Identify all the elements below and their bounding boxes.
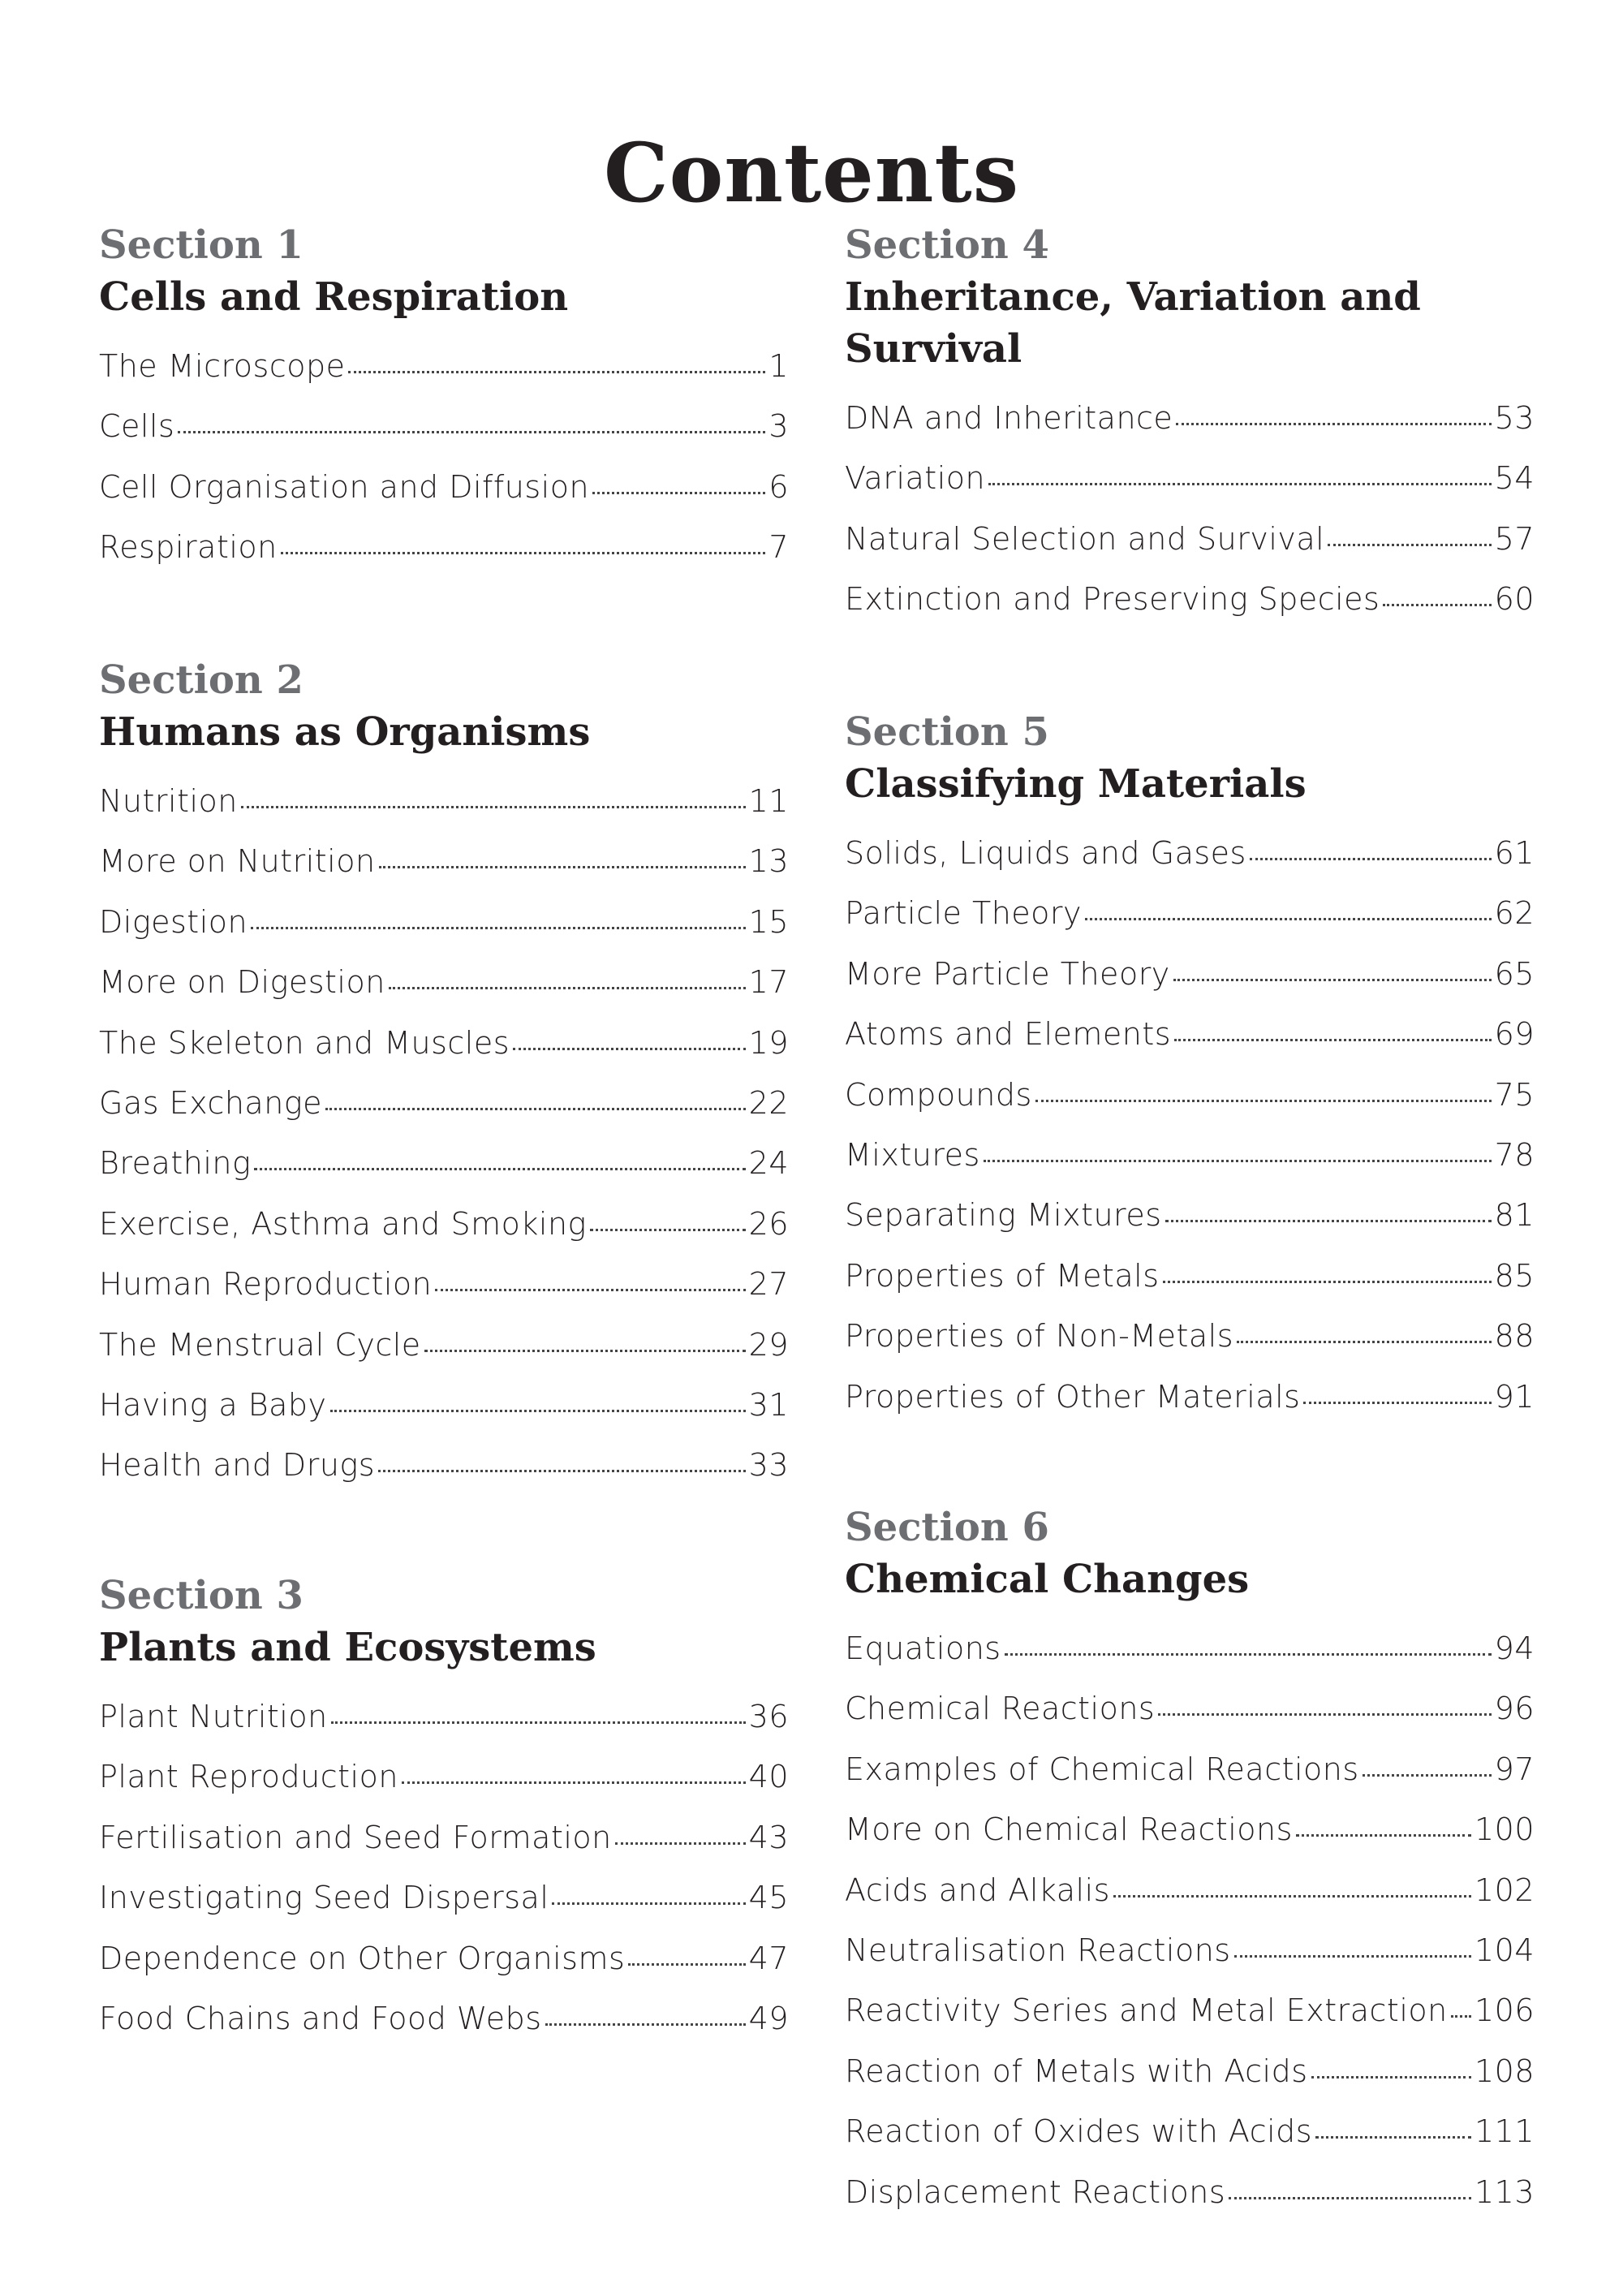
section-2 [99,654,789,1496]
dot-leader [1165,1218,1492,1222]
entry-page-number: 104 [1474,1932,1535,1968]
entry-list [845,823,1535,1427]
dot-leader [592,490,765,494]
entry-page-number: 60 [1494,581,1535,618]
section-6 [845,1501,1535,2222]
entry-title: Acids and Alkalis [845,1872,1110,1908]
entry-title: Exercise, Asthma and Smoking [99,1205,587,1242]
entry-page-number: 24 [748,1145,789,1182]
entry-page-number: 22 [748,1084,789,1121]
toc-entry[interactable] [845,1125,1535,1185]
entry-list [99,336,789,578]
toc-entry[interactable] [845,569,1535,629]
entry-title: Extinction and Preserving Species [845,581,1380,618]
entry-title: Reaction of Metals with Acids [845,2053,1308,2089]
entry-page-number: 40 [748,1759,789,1795]
toc-entry[interactable] [99,1807,789,1867]
entry-title: Respiration [99,529,278,566]
page-title: Contents [603,125,1019,221]
entry-title: Neutralisation Reactions [845,1932,1231,1968]
entry-page-number: 53 [1494,400,1535,436]
dot-leader [1328,542,1491,546]
toc-entry[interactable] [99,1194,789,1254]
toc-entry[interactable] [99,396,789,456]
dot-leader [1085,916,1492,920]
toc-entry[interactable] [845,509,1535,569]
entry-page-number: 31 [748,1386,789,1423]
toc-entry[interactable] [99,771,789,831]
entry-title: Investigating Seed Dispersal [99,1880,549,1916]
toc-entry[interactable] [845,1799,1535,1859]
entry-list [845,1618,1535,2222]
dot-leader [1296,1833,1471,1837]
toc-entry[interactable] [845,388,1535,448]
entry-title: Dependence on Other Organisms [99,1940,626,1976]
entry-title: Having a Baby [99,1386,327,1423]
toc-entry[interactable] [845,1185,1535,1245]
section-label: Section 5 [845,709,1049,755]
toc-entry[interactable] [845,823,1535,883]
entry-page-number: 96 [1494,1691,1535,1727]
dot-leader [330,1408,746,1412]
section-label: Section 6 [845,1505,1049,1550]
dot-leader [378,1468,746,1472]
entry-title: Properties of Metals [845,1257,1160,1294]
toc-entry[interactable] [99,336,789,396]
toc-entry[interactable] [845,1920,1535,1980]
toc-entry[interactable] [99,1988,789,2048]
entry-page-number: 19 [748,1024,789,1061]
section-label: Section 3 [99,1573,304,1618]
entry-page-number: 49 [748,2000,789,2036]
entry-title: Chemical Reactions [845,1691,1156,1727]
entry-page-number: 111 [1474,2113,1535,2150]
dot-leader [1035,1098,1492,1102]
entry-title: Cells [99,408,175,445]
section-4 [845,219,1535,630]
toc-entry[interactable] [845,1306,1535,1366]
entry-title: Mixtures [845,1136,980,1173]
entry-title: Examples of Chemical Reactions [845,1751,1359,1787]
entry-page-number: 27 [748,1266,789,1303]
dot-leader [254,1166,745,1170]
entry-page-number: 94 [1494,1630,1535,1666]
entry-page-number: 36 [748,1699,789,1734]
entry-title: Natural Selection and Survival [845,520,1325,557]
entry-title: Atoms and Elements [845,1016,1172,1053]
toc-entry[interactable] [99,892,789,952]
entry-list [845,388,1535,630]
section-title: Cells and Respiration [99,274,569,320]
entry-title: Particle Theory [845,895,1083,932]
entry-title: Nutrition [99,783,238,819]
toc-entry[interactable] [99,457,789,517]
entry-page-number: 102 [1474,1872,1535,1908]
entry-title: Plant Reproduction [99,1759,398,1795]
toc-entry[interactable] [99,1073,789,1133]
entry-title: Properties of Non-Metals [845,1318,1234,1355]
dot-leader [590,1227,746,1231]
entry-page-number: 57 [1494,520,1535,557]
section-title: Inheritance, Variation and Survival [845,274,1421,372]
toc-entry[interactable] [845,1739,1535,1799]
entry-page-number: 100 [1474,1811,1535,1848]
entry-title: More on Chemical Reactions [845,1811,1293,1848]
entry-page-number: 29 [748,1326,789,1363]
section-5 [845,706,1535,1427]
entry-title: More Particle Theory [845,955,1170,992]
toc-entry[interactable] [99,1435,789,1495]
toc-entry[interactable] [845,1246,1535,1306]
dot-leader [1451,2014,1471,2018]
entry-page-number: 62 [1494,895,1535,932]
entry-title: Reactivity Series and Metal Extraction [845,1992,1448,2029]
section-title: Plants and Ecosystems [99,1625,596,1670]
section-1 [99,219,789,578]
dot-leader [1234,1954,1471,1958]
dot-leader [424,1348,746,1352]
dot-leader [1005,1652,1492,1656]
dot-leader [1315,2134,1471,2139]
toc-entry[interactable] [99,1133,789,1193]
entry-page-number: 69 [1494,1016,1535,1053]
toc-entry[interactable] [845,448,1535,508]
toc-entry[interactable] [845,1860,1535,1920]
entry-title: The Microscope [99,348,346,384]
toc-entry[interactable] [845,1980,1535,2040]
dot-leader [1176,421,1491,425]
entry-list [99,771,789,1496]
entry-title: More on Digestion [99,964,385,1001]
toc-entry[interactable] [99,1928,789,1988]
entry-title: Properties of Other Materials [845,1378,1301,1415]
entry-title: More on Nutrition [99,843,376,880]
toc-entry[interactable] [845,2162,1535,2222]
entry-title: Cell Organisation and Diffusion [99,468,590,505]
dot-leader [241,804,746,808]
entry-title: Compounds [845,1076,1032,1113]
dot-leader [178,429,765,433]
dot-leader [379,864,746,868]
toc-entry[interactable] [845,944,1535,1004]
entry-page-number: 78 [1494,1136,1535,1173]
section-title: Chemical Changes [845,1557,1250,1602]
entry-page-number: 3 [768,408,789,445]
toc-entry[interactable] [845,1367,1535,1427]
toc-entry[interactable] [99,1867,789,1928]
dot-leader [1229,2195,1471,2199]
entry-title: Fertilisation and Seed Formation [99,1819,612,1855]
section-label: Section 1 [99,222,304,268]
entry-page-number: 91 [1494,1378,1535,1415]
dot-leader [552,1901,745,1905]
entry-page-number: 1 [768,348,789,384]
entry-page-number: 45 [748,1880,789,1916]
entry-page-number: 33 [748,1447,789,1484]
entry-title: Gas Exchange [99,1084,322,1121]
section-title: Humans as Organisms [99,709,591,755]
entry-page-number: 6 [768,468,789,505]
entry-page-number: 15 [748,903,789,940]
dot-leader [251,925,746,929]
dot-leader [1113,1893,1471,1898]
dot-leader [1363,1773,1492,1777]
toc-entry[interactable] [99,1254,789,1314]
dot-leader [1303,1400,1491,1404]
entry-page-number: 54 [1494,460,1535,497]
toc-entry[interactable] [845,883,1535,943]
dot-leader [402,1780,746,1784]
toc-entry[interactable] [845,1618,1535,1678]
entry-title: Plant Nutrition [99,1699,328,1734]
toc-entry[interactable] [99,517,789,577]
entry-title: Solids, Liquids and Gases [845,835,1246,871]
section-3 [99,1570,789,2048]
dot-leader [281,550,766,554]
entry-page-number: 26 [748,1205,789,1242]
entry-page-number: 106 [1474,1992,1535,2029]
entry-page-number: 88 [1494,1318,1535,1355]
entry-page-number: 108 [1474,2053,1535,2089]
dot-leader [1173,977,1492,981]
dot-leader [1237,1339,1492,1343]
entry-page-number: 113 [1474,2173,1535,2210]
entry-title: Equations [845,1630,1001,1666]
entry-title: Health and Drugs [99,1447,375,1484]
dot-leader [1174,1037,1492,1041]
dot-leader [435,1287,745,1291]
dot-leader [1158,1712,1491,1716]
entry-title: Reaction of Oxides with Acids [845,2113,1313,2150]
entry-title: Separating Mixtures [845,1197,1162,1234]
entry-page-number: 17 [748,964,789,1001]
entry-page-number: 11 [748,783,789,819]
dot-leader [331,1720,746,1724]
entry-page-number: 85 [1494,1257,1535,1294]
dot-leader [1250,856,1492,860]
dot-leader [988,481,1492,485]
entry-title: The Menstrual Cycle [99,1326,421,1363]
dot-leader [348,369,765,373]
toc-entry[interactable] [99,831,789,891]
toc-entry[interactable] [845,1065,1535,1125]
entry-page-number: 97 [1494,1751,1535,1787]
dot-leader [1311,2074,1471,2078]
section-title: Classifying Materials [845,761,1307,807]
dot-leader [1383,602,1491,606]
section-label: Section 2 [99,657,304,703]
entry-title: DNA and Inheritance [845,400,1173,436]
toc-entry[interactable] [845,1678,1535,1738]
entry-page-number: 13 [748,843,789,880]
toc-entry[interactable] [99,1747,789,1807]
entry-title: Variation [845,460,986,497]
dot-leader [513,1046,746,1050]
entry-page-number: 7 [768,529,789,566]
entry-title: Food Chains and Food Webs [99,2000,542,2036]
toc-entry[interactable] [99,1315,789,1375]
dot-leader [984,1158,1492,1162]
entry-list [99,1686,789,2048]
dot-leader [325,1106,746,1110]
section-label: Section 4 [845,222,1049,268]
entry-title: Human Reproduction [99,1266,433,1303]
dot-leader [628,1962,745,1966]
toc-entry[interactable] [99,1686,789,1747]
entry-page-number: 43 [748,1819,789,1855]
dot-leader [615,1841,746,1845]
toc-entry[interactable] [99,1013,789,1073]
entry-title: Digestion [99,903,248,940]
toc-entry[interactable] [99,952,789,1012]
toc-entry[interactable] [99,1375,789,1435]
entry-page-number: 61 [1494,835,1535,871]
dot-leader [545,2022,746,2026]
entry-title: The Skeleton and Muscles [99,1024,510,1061]
toc-entry[interactable] [845,2041,1535,2101]
entry-title: Displacement Reactions [845,2173,1226,2210]
toc-entry[interactable] [845,1004,1535,1064]
entry-page-number: 65 [1494,955,1535,992]
toc-entry[interactable] [845,2101,1535,2161]
entry-title: Breathing [99,1145,252,1182]
dot-leader [389,985,746,989]
entry-page-number: 75 [1494,1076,1535,1113]
dot-leader [1163,1279,1492,1283]
entry-page-number: 81 [1494,1197,1535,1234]
entry-page-number: 47 [748,1940,789,1976]
